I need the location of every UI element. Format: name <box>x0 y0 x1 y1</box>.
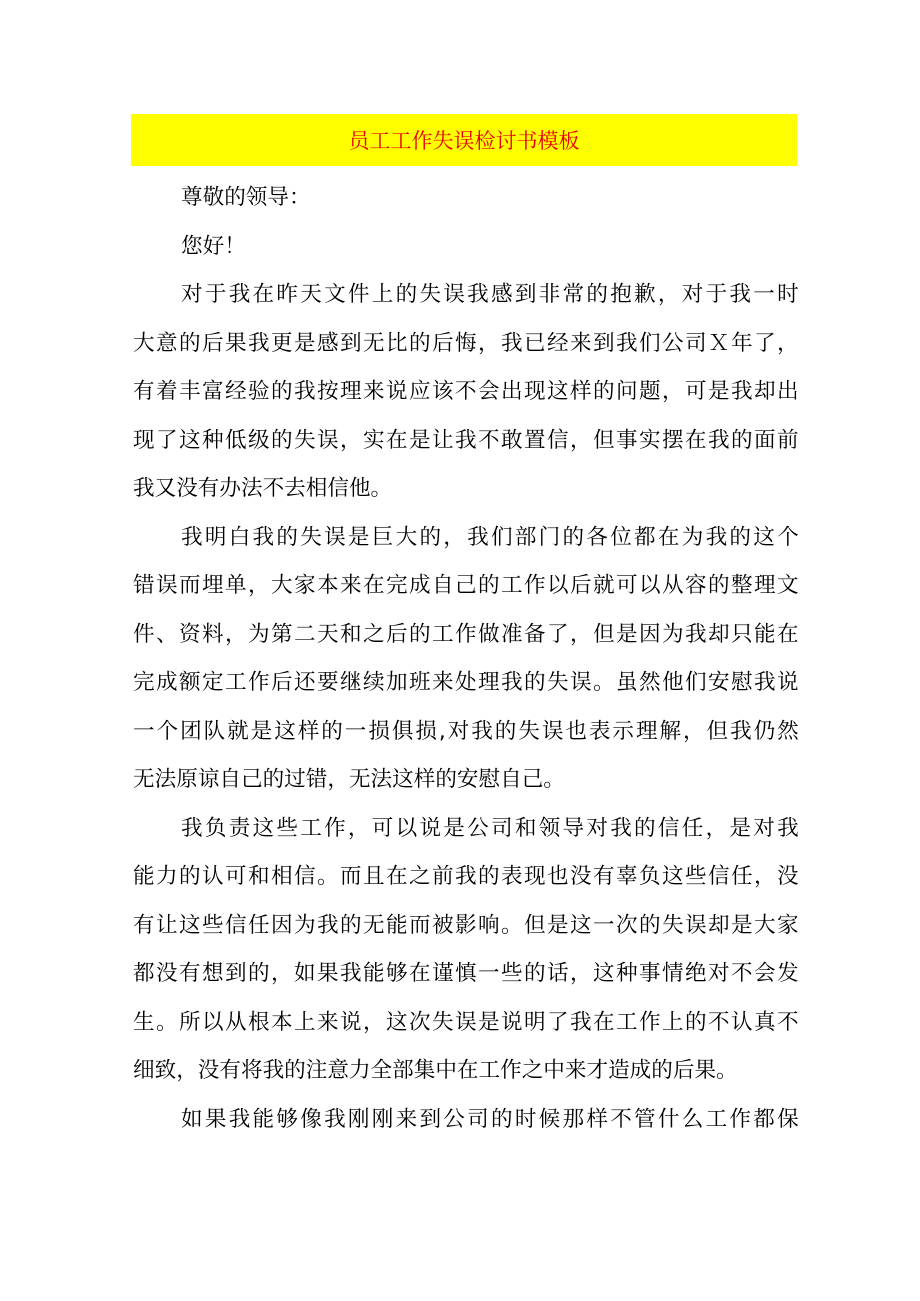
title-banner <box>131 114 797 166</box>
text-line: 大 意 的 后 果 我 更 是 感 到 无 比 的 后 悔 ， 我 已 经 来 到 我 们 公 司 Ｘ 年 了 ， <box>133 330 799 356</box>
text-line: 有 着 丰 富 经 验 的 我 按 理 来 说 应 该 不 会 出 现 这 样 的 问 题 ， 可 是 我 却 出 <box>133 379 799 404</box>
text-line: 细致，没有将我的注意力全部集中在工作之中来才造成的后果。 <box>133 1058 738 1083</box>
text-line: 无法原谅自己的过错，无法这样的安慰自己。 <box>133 767 565 792</box>
text-line: 尊敬的领导： <box>181 185 311 210</box>
text-line: 件 、 资 料 ， 为 第 二 天 和 之 后 的 工 作 做 准 备 了 ， 但 是 因 为 我 却 只 能 在 <box>133 621 799 647</box>
text-line: 我 负 责 这 些 工 作 ， 可 以 说 是 公 司 和 领 导 对 我 的 信 任 ， 是 对 我 <box>181 815 799 841</box>
text-line: 对 于 我 在 昨 天 文 件 上 的 失 误 我 感 到 非 常 的 抱 歉 ， 对 于 我 一 时 <box>181 282 799 307</box>
text-line: 能 力 的 认 可 和 相 信 。 而 且 在 之 前 我 的 表 现 也 没 有 辜 负 这 些 信 任 ， 没 <box>133 864 799 889</box>
text-line: 如 果 我 能 够 像 我 刚 刚 来 到 公 司 的 时 候 那 样 不 管 什 么 工 作 都 保 <box>181 1106 799 1132</box>
text-line: 生 。 所 以 从 根 本 上 来 说 ， 这 次 失 误 是 说 明 了 我 在 工 作 上 的 不 认 真 不 <box>133 1009 799 1035</box>
text-line: 我 明 白 我 的 失 误 是 巨 大 的 ， 我 们 部 门 的 各 位 都 在 为 我 的 这 个 <box>181 524 799 550</box>
text-line: 您好！ <box>181 233 246 259</box>
text-line: 有 让 这 些 信 任 因 为 我 的 无 能 而 被 影 响 。 但 是 这 一 次 的 失 误 却 是 大 家 <box>133 912 799 938</box>
text-line: 都 没 有 想 到 的 ， 如 果 我 能 够 在 谨 慎 一 些 的 话 ， 这 种 事 情 绝 对 不 会 发 <box>133 961 799 986</box>
text-line: 一 个 团 队 就 是 这 样 的 一 损 俱 损 , 对 我 的 失 误 也 表 示 理 解 ， 但 我 仍 然 <box>133 718 799 744</box>
text-line: 现 了 这 种 低 级 的 失 误 ， 实 在 是 让 我 不 敢 置 信 ， 但 事 实 摆 在 我 的 面 前 <box>133 427 799 453</box>
text-line: 我又没有办法不去相信他。 <box>133 476 393 501</box>
document-body <box>133 174 799 1144</box>
text-line: 错 误 而 埋 单 ， 大 家 本 来 在 完 成 自 己 的 工 作 以 后 就 可 以 从 容 的 整 理 文 <box>133 573 799 598</box>
text-line: 完 成 额 定 工 作 后 还 要 继 续 加 班 来 处 理 我 的 失 误 。 虽 然 他 们 安 慰 我 说 <box>133 670 799 695</box>
document-title: 员工工作失误检讨书模板 <box>348 129 580 153</box>
